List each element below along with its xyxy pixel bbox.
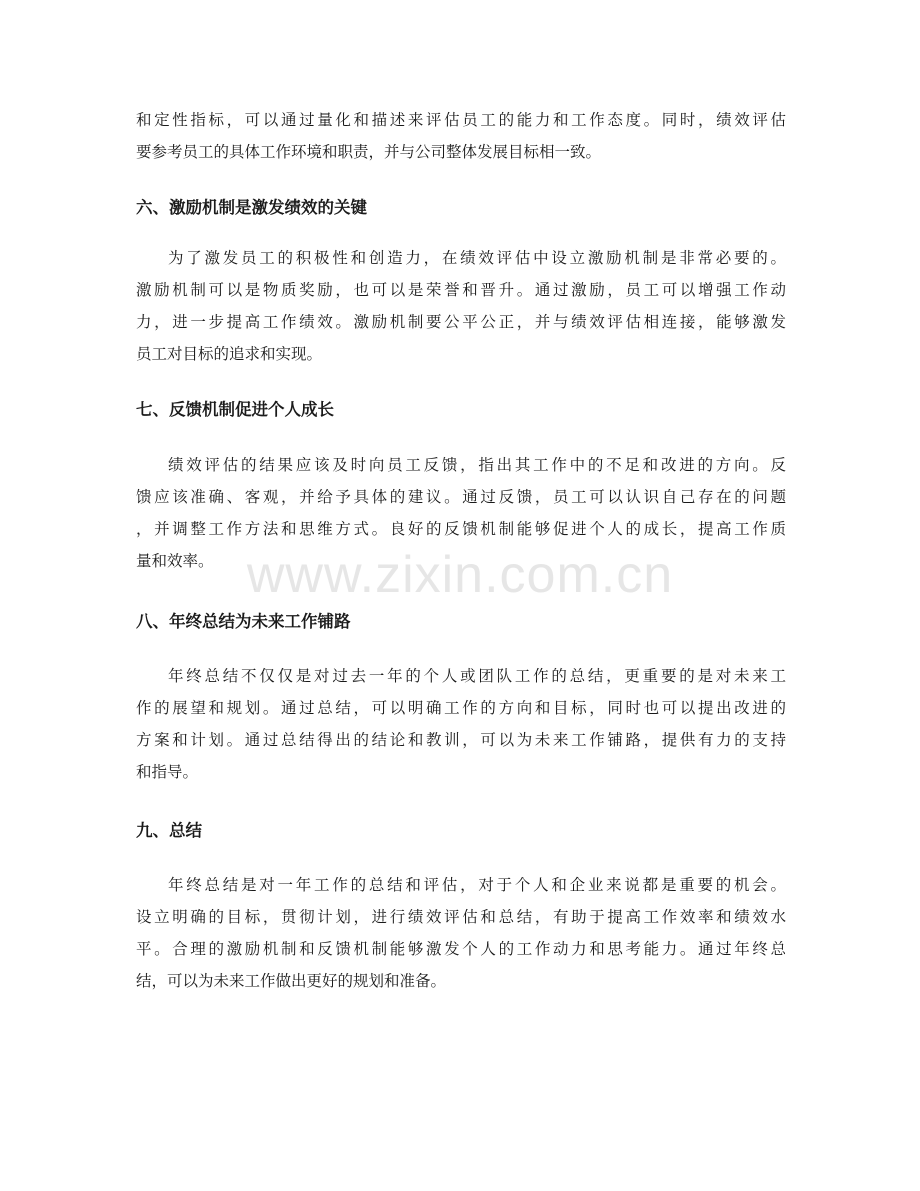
paragraph-line: 激励机制可以是物质奖励，也可以是荣誉和晋升。通过激励，员工可以增强工作动 — [136, 281, 786, 299]
watermark: www.zixin.com.cn — [246, 546, 674, 604]
paragraph-line: 要参考员工的具体工作环境和职责，并与公司整体发展目标相一致。 — [136, 143, 602, 161]
paragraph-line: 为了激发员工的积极性和创造力，在绩效评估中设立激励机制是非常必要的。 — [168, 249, 786, 267]
paragraph-line: 设立明确的目标，贯彻计划，进行绩效评估和总结，有助于提高工作效率和绩效水 — [136, 908, 786, 926]
paragraph-line: 量和效率。 — [136, 552, 214, 570]
paragraph-line: 平。合理的激励机制和反馈机制能够激发个人的工作动力和思考能力。通过年终总 — [136, 940, 786, 958]
paragraph-line: 馈应该准确、客观，并给予具体的建议。通过反馈，员工可以认识自己存在的问题 — [136, 488, 786, 506]
paragraph-line: 和指导。 — [136, 763, 199, 781]
section-paragraph — [136, 869, 786, 997]
paragraph-line: 绩效评估的结果应该及时向员工反馈，指出其工作中的不足和改进的方向。反 — [168, 456, 786, 474]
paragraph-line: 力，进一步提高工作绩效。激励机制要公平公正，并与绩效评估相连接，能够激发 — [136, 313, 786, 331]
paragraph-line: ，并调整工作方法和思维方式。良好的反馈机制能够促进个人的成长，提高工作质 — [136, 520, 786, 538]
section-paragraph — [136, 449, 786, 577]
paragraph-line: 结，可以为未来工作做出更好的规划和准备。 — [136, 972, 447, 990]
section-heading: 八、年终总结为未来工作铺路 — [136, 612, 351, 631]
section-heading: 七、反馈机制促进个人成长 — [136, 400, 334, 419]
paragraph-line: 年终总结不仅仅是对过去一年的个人或团队工作的总结，更重要的是对未来工 — [168, 667, 786, 685]
intro-paragraph — [136, 104, 786, 168]
paragraph-line: 员工对目标的追求和实现。 — [136, 345, 323, 363]
section-paragraph — [136, 242, 786, 370]
paragraph-line: 年终总结是对一年工作的总结和评估，对于个人和企业来说都是重要的机会。 — [168, 876, 786, 894]
paragraph-line: 方案和计划。通过总结得出的结论和教训，可以为未来工作铺路，提供有力的支持 — [136, 731, 786, 749]
paragraph-line: 和定性指标，可以通过量化和描述来评估员工的能力和工作态度。同时，绩效评估 — [136, 111, 786, 129]
section-heading: 六、激励机制是激发绩效的关键 — [136, 198, 367, 217]
section-paragraph — [136, 660, 786, 788]
section-heading: 九、总结 — [136, 821, 202, 840]
paragraph-line: 作的展望和规划。通过总结，可以明确工作的方向和目标，同时也可以提出改进的 — [136, 699, 786, 717]
